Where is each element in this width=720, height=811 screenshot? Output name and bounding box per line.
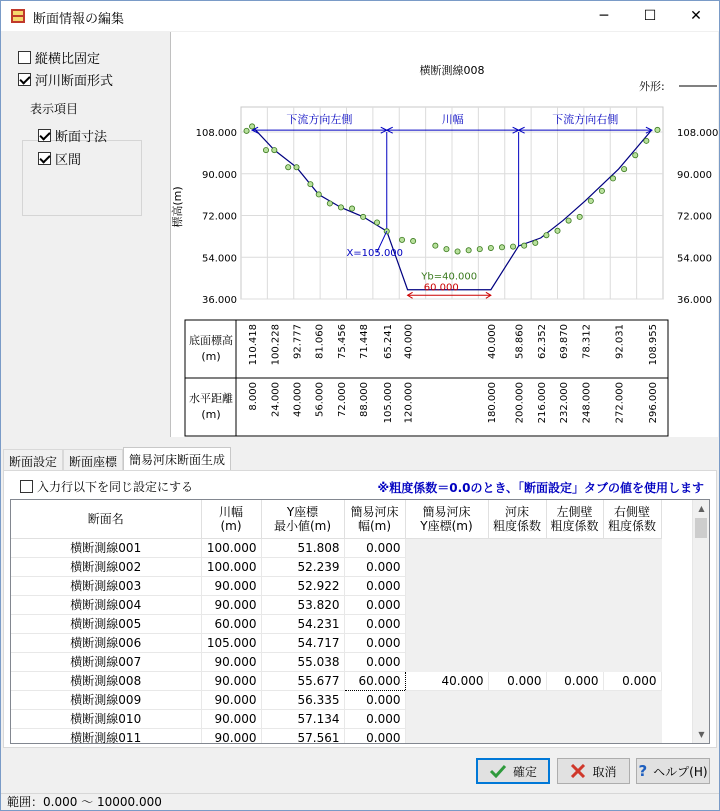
dist-value-label: 180.000 bbox=[486, 382, 498, 424]
value-cell[interactable] bbox=[488, 652, 546, 671]
elev-value-label: 58.860 bbox=[514, 324, 526, 359]
window-title: 断面情報の編集 bbox=[33, 12, 125, 27]
river-shape-label: 河川断面形式 bbox=[35, 74, 114, 89]
value-cell[interactable] bbox=[488, 557, 546, 576]
column-header-line: 河床 bbox=[504, 504, 529, 519]
value-cell[interactable]: 0.000 bbox=[344, 709, 405, 728]
value-cell[interactable] bbox=[488, 709, 546, 728]
elev-value-label: 78.312 bbox=[581, 324, 593, 359]
value-cell[interactable] bbox=[603, 652, 661, 671]
column-header-line: 左側壁 bbox=[556, 504, 593, 519]
section-name-cell: 横断測線003 bbox=[11, 576, 201, 595]
section-box[interactable] bbox=[38, 152, 51, 165]
column-header bbox=[546, 500, 603, 538]
value-cell: 57.561 bbox=[261, 728, 344, 744]
dist-value-label: 120.000 bbox=[403, 382, 415, 424]
value-cell[interactable] bbox=[488, 538, 546, 557]
survey-point-marker bbox=[286, 165, 291, 170]
value-cell: 90.000 bbox=[201, 671, 261, 690]
value-cell[interactable]: 0.000 bbox=[344, 557, 405, 576]
value-cell[interactable] bbox=[405, 652, 488, 671]
confirm-button[interactable] bbox=[476, 758, 550, 784]
value-cell: 51.808 bbox=[261, 538, 344, 557]
dist-value-label: 105.000 bbox=[382, 382, 394, 424]
column-header-line: 断面名 bbox=[87, 511, 124, 526]
survey-point-marker bbox=[599, 188, 604, 193]
minimize-button[interactable]: ─ bbox=[599, 8, 609, 24]
dist-value-label: 216.000 bbox=[536, 382, 548, 424]
elev-value-label: 62.352 bbox=[536, 324, 548, 359]
dist-value-label: 272.000 bbox=[614, 382, 626, 424]
column-header bbox=[201, 500, 261, 538]
elev-value-label: 92.777 bbox=[292, 324, 304, 359]
value-cell[interactable]: 0.000 bbox=[344, 690, 405, 709]
same-settings-box[interactable] bbox=[20, 480, 33, 493]
value-cell[interactable] bbox=[405, 557, 488, 576]
survey-point-marker bbox=[338, 205, 343, 210]
value-cell: 55.677 bbox=[261, 671, 344, 690]
value-cell: 100.000 bbox=[201, 557, 261, 576]
dims-checkbox[interactable] bbox=[38, 126, 107, 145]
yb-label: Yb=40.000 bbox=[421, 271, 478, 283]
value-cell: 90.000 bbox=[201, 652, 261, 671]
cancel-x-icon bbox=[570, 764, 586, 778]
survey-point-marker bbox=[610, 176, 615, 181]
survey-point-marker bbox=[466, 248, 471, 253]
value-cell[interactable] bbox=[603, 576, 661, 595]
dist-row-label: 水平距離 bbox=[189, 392, 233, 405]
column-header bbox=[603, 500, 661, 538]
survey-point-marker bbox=[263, 147, 268, 152]
outline-legend-label: 外形: bbox=[639, 80, 665, 93]
elev-value-label: 108.955 bbox=[647, 324, 659, 366]
survey-point-marker bbox=[577, 214, 582, 219]
section-label: 区間 bbox=[55, 153, 82, 168]
display-options-panel bbox=[4, 32, 170, 437]
roughness-note: ※粗度係数＝0.0のとき、「断面設定」タブの値を使用します bbox=[377, 481, 704, 495]
value-cell[interactable]: 0.000 bbox=[344, 538, 405, 557]
survey-point-marker bbox=[655, 127, 660, 132]
elev-row-unit: (m) bbox=[201, 350, 221, 363]
title-bar bbox=[1, 1, 719, 31]
column-header bbox=[344, 500, 405, 538]
value-cell[interactable] bbox=[546, 652, 603, 671]
value-cell: 54.231 bbox=[261, 614, 344, 633]
column-header bbox=[11, 500, 201, 538]
help-icon: ? bbox=[638, 762, 648, 780]
value-cell[interactable]: 0.000 bbox=[344, 614, 405, 633]
value-cell[interactable] bbox=[488, 728, 546, 744]
value-cell[interactable] bbox=[546, 690, 603, 709]
survey-point-marker bbox=[250, 124, 255, 129]
value-cell: 90.000 bbox=[201, 709, 261, 728]
elev-value-label: 40.000 bbox=[486, 324, 498, 359]
confirm-label: 確定 bbox=[512, 764, 537, 779]
section-name-cell: 横断測線008 bbox=[11, 671, 201, 690]
survey-point-marker bbox=[272, 147, 277, 152]
column-header-line: 幅(m) bbox=[357, 518, 392, 533]
survey-point-marker bbox=[644, 138, 649, 143]
y-tick-label-left: 72.000 bbox=[202, 211, 237, 223]
value-cell[interactable] bbox=[603, 538, 661, 557]
dist-value-label: 88.000 bbox=[359, 382, 371, 417]
survey-point-marker bbox=[477, 247, 482, 252]
column-header-line: 簡易河床 bbox=[422, 504, 471, 519]
elev-value-label: 92.031 bbox=[614, 324, 626, 359]
same-settings-checkbox[interactable] bbox=[20, 478, 193, 495]
section-name-cell: 横断測線002 bbox=[11, 557, 201, 576]
section-name-cell: 横断測線011 bbox=[11, 728, 201, 744]
value-cell: 56.335 bbox=[261, 690, 344, 709]
column-header bbox=[488, 500, 546, 538]
table-row[interactable] bbox=[11, 652, 661, 671]
elev-row-label: 底面標高 bbox=[189, 334, 233, 347]
column-header-line: 粗度係数 bbox=[607, 518, 656, 533]
y-tick-label-left: 108.000 bbox=[195, 128, 237, 139]
value-cell[interactable] bbox=[405, 690, 488, 709]
section-name-cell: 横断測線001 bbox=[11, 538, 201, 557]
survey-point-marker bbox=[399, 237, 404, 242]
value-cell[interactable]: 0.000 bbox=[603, 671, 661, 690]
column-header-line: Y座標(m) bbox=[420, 518, 473, 533]
dist-row-unit: (m) bbox=[201, 408, 221, 421]
survey-point-marker bbox=[349, 206, 354, 211]
dist-value-label: 8.000 bbox=[248, 382, 260, 411]
survey-point-marker bbox=[555, 228, 560, 233]
section-name-cell: 横断測線006 bbox=[11, 633, 201, 652]
zone-label: 川幅 bbox=[441, 113, 464, 127]
value-cell: 90.000 bbox=[201, 595, 261, 614]
value-cell[interactable]: 40.000 bbox=[405, 671, 488, 690]
value-cell: 90.000 bbox=[201, 576, 261, 595]
table-row[interactable] bbox=[11, 690, 661, 709]
dist-value-label: 24.000 bbox=[270, 382, 282, 417]
vertical-scrollbar[interactable] bbox=[692, 500, 709, 743]
survey-point-marker bbox=[374, 220, 379, 225]
value-cell[interactable] bbox=[546, 595, 603, 614]
y-tick-label-right: 72.000 bbox=[677, 211, 712, 223]
column-header-line: 粗度係数 bbox=[550, 518, 599, 533]
chart-title: 横断測線008 bbox=[419, 64, 485, 77]
dist-value-label: 200.000 bbox=[514, 382, 526, 424]
value-cell[interactable] bbox=[405, 633, 488, 652]
value-cell[interactable]: 0.000 bbox=[546, 671, 603, 690]
value-cell[interactable]: 0.000 bbox=[344, 633, 405, 652]
display-items-label: 表示項目 bbox=[30, 102, 79, 116]
column-header bbox=[261, 500, 344, 538]
value-cell[interactable] bbox=[405, 538, 488, 557]
table-row[interactable] bbox=[11, 576, 661, 595]
dist-value-label: 232.000 bbox=[559, 382, 571, 424]
value-cell[interactable] bbox=[405, 728, 488, 744]
value-cell[interactable] bbox=[546, 633, 603, 652]
value-cell[interactable] bbox=[488, 633, 546, 652]
survey-point-marker bbox=[488, 245, 493, 250]
survey-point-marker bbox=[316, 192, 321, 197]
elev-value-label: 71.448 bbox=[359, 324, 371, 359]
value-cell: 53.820 bbox=[261, 595, 344, 614]
table-header-row bbox=[11, 500, 661, 538]
survey-point-marker bbox=[533, 240, 538, 245]
survey-point-marker bbox=[633, 153, 638, 158]
column-header-line: 粗度係数 bbox=[492, 518, 541, 533]
value-cell: 57.134 bbox=[261, 709, 344, 728]
section-table bbox=[11, 500, 662, 744]
survey-point-marker bbox=[588, 198, 593, 203]
survey-point-marker bbox=[510, 244, 515, 249]
value-cell[interactable] bbox=[546, 728, 603, 744]
elev-value-label: 100.228 bbox=[270, 324, 282, 366]
section-data-grid[interactable] bbox=[10, 499, 710, 744]
survey-point-marker bbox=[455, 249, 460, 254]
section-name-cell: 横断測線010 bbox=[11, 709, 201, 728]
value-cell[interactable] bbox=[546, 614, 603, 633]
close-button[interactable]: ✕ bbox=[690, 8, 702, 24]
column-header-line: 最小値(m) bbox=[273, 518, 332, 533]
y-tick-label-right: 90.000 bbox=[677, 169, 712, 181]
value-cell[interactable]: 0.000 bbox=[344, 576, 405, 595]
survey-point-marker bbox=[361, 214, 366, 219]
cancel-button[interactable] bbox=[557, 758, 630, 784]
y-tick-label-left: 54.000 bbox=[202, 253, 237, 265]
value-cell: 60.000 bbox=[201, 614, 261, 633]
app-icon bbox=[10, 8, 26, 24]
tab-section-settings[interactable]: 断面設定 bbox=[3, 449, 63, 471]
column-header bbox=[405, 500, 488, 538]
value-cell[interactable] bbox=[603, 633, 661, 652]
value-cell[interactable] bbox=[405, 576, 488, 595]
dist-value-label: 248.000 bbox=[581, 382, 593, 424]
survey-point-marker bbox=[308, 182, 313, 187]
value-cell[interactable] bbox=[603, 595, 661, 614]
table-row[interactable] bbox=[11, 538, 661, 557]
survey-point-marker bbox=[544, 233, 549, 238]
table-row[interactable] bbox=[11, 557, 661, 576]
table-row[interactable] bbox=[11, 709, 661, 728]
fix-ratio-box[interactable] bbox=[18, 51, 31, 64]
value-cell[interactable] bbox=[546, 557, 603, 576]
elev-value-label: 110.418 bbox=[248, 324, 260, 366]
fix-ratio-checkbox[interactable] bbox=[18, 48, 100, 67]
value-cell[interactable] bbox=[546, 709, 603, 728]
help-button[interactable] bbox=[636, 758, 710, 784]
bed-width-label: 60.000 bbox=[423, 282, 459, 294]
value-cell[interactable] bbox=[405, 709, 488, 728]
maximize-button[interactable]: ☐ bbox=[643, 8, 657, 24]
table-row[interactable] bbox=[11, 614, 661, 633]
fix-ratio-label: 縦横比固定 bbox=[35, 52, 101, 67]
value-cell[interactable]: 0.000 bbox=[344, 652, 405, 671]
value-cell[interactable] bbox=[488, 576, 546, 595]
cross-section-chart bbox=[171, 32, 719, 437]
value-cell: 90.000 bbox=[201, 728, 261, 744]
value-cell: 55.038 bbox=[261, 652, 344, 671]
column-header-line: (m) bbox=[220, 518, 242, 533]
survey-point-marker bbox=[622, 167, 627, 172]
dist-value-label: 56.000 bbox=[314, 382, 326, 417]
value-cell: 105.000 bbox=[201, 633, 261, 652]
survey-point-marker bbox=[294, 165, 299, 170]
table-row[interactable] bbox=[11, 671, 661, 690]
survey-point-marker bbox=[327, 201, 332, 206]
y-axis-label: 標高(m) bbox=[171, 186, 184, 228]
scroll-up-arrow-icon[interactable]: ▲ bbox=[698, 504, 705, 513]
value-cell[interactable] bbox=[603, 614, 661, 633]
dims-label: 断面寸法 bbox=[55, 130, 108, 145]
elev-value-label: 81.060 bbox=[314, 324, 326, 359]
y-tick-label-left: 36.000 bbox=[202, 295, 237, 306]
zone-label: 下流方向左側 bbox=[286, 113, 353, 127]
value-cell[interactable]: 0.000 bbox=[344, 728, 405, 744]
x-marker-label: X=105.000 bbox=[346, 248, 404, 260]
survey-point-marker bbox=[433, 243, 438, 248]
table-row[interactable] bbox=[11, 595, 661, 614]
value-cell[interactable] bbox=[603, 690, 661, 709]
value-cell[interactable] bbox=[603, 728, 661, 744]
value-cell[interactable]: 60.000 bbox=[344, 671, 405, 690]
section-name-cell: 横断測線005 bbox=[11, 614, 201, 633]
value-cell[interactable] bbox=[546, 538, 603, 557]
value-cell: 52.239 bbox=[261, 557, 344, 576]
value-cell[interactable] bbox=[488, 690, 546, 709]
value-cell: 90.000 bbox=[201, 690, 261, 709]
column-header-line: Y座標 bbox=[286, 504, 319, 519]
elev-value-label: 40.000 bbox=[403, 324, 415, 359]
value-cell[interactable]: 0.000 bbox=[488, 671, 546, 690]
same-settings-label: 入力行以下を同じ設定にする bbox=[37, 480, 194, 494]
value-cell: 54.717 bbox=[261, 633, 344, 652]
status-bar: 範囲：0.000 〜 10000.000 bbox=[1, 793, 719, 810]
dist-value-label: 296.000 bbox=[647, 382, 659, 424]
y-tick-label-left: 90.000 bbox=[202, 169, 237, 181]
value-cell: 52.922 bbox=[261, 576, 344, 595]
cancel-label: 取消 bbox=[592, 764, 617, 779]
river-shape-box[interactable] bbox=[18, 73, 31, 86]
value-cell: 100.000 bbox=[201, 538, 261, 557]
simple-riverbed-tab-panel bbox=[3, 470, 717, 748]
help-label: ヘルプ(H) bbox=[653, 764, 708, 779]
value-cell[interactable] bbox=[603, 709, 661, 728]
table-row[interactable] bbox=[11, 633, 661, 652]
survey-point-marker bbox=[499, 245, 504, 250]
elev-value-label: 65.241 bbox=[382, 324, 394, 359]
dist-value-label: 72.000 bbox=[336, 382, 348, 417]
value-cell[interactable] bbox=[603, 557, 661, 576]
tab-section-coordinates[interactable]: 断面座標 bbox=[63, 449, 123, 471]
value-cell[interactable]: 0.000 bbox=[344, 595, 405, 614]
value-cell[interactable] bbox=[546, 576, 603, 595]
y-tick-label-right: 54.000 bbox=[677, 253, 712, 265]
table-row[interactable] bbox=[11, 728, 661, 744]
y-tick-label-right: 36.000 bbox=[677, 295, 712, 306]
column-header-line: 右側壁 bbox=[613, 504, 650, 519]
elev-value-label: 69.870 bbox=[559, 324, 571, 359]
survey-point-marker bbox=[244, 128, 249, 133]
tab-simple-riverbed[interactable]: 簡易河床断面生成 bbox=[123, 447, 231, 471]
section-name-cell: 横断測線009 bbox=[11, 690, 201, 709]
value-cell[interactable] bbox=[488, 595, 546, 614]
value-cell[interactable] bbox=[405, 614, 488, 633]
cross-section-chart-panel bbox=[170, 32, 718, 437]
section-name-cell: 横断測線007 bbox=[11, 652, 201, 671]
river-shape-checkbox[interactable] bbox=[18, 70, 113, 89]
zone-label: 下流方向右側 bbox=[552, 113, 619, 127]
check-icon bbox=[489, 764, 507, 778]
dims-box[interactable] bbox=[38, 129, 51, 142]
scroll-down-arrow-icon[interactable]: ▼ bbox=[698, 730, 705, 739]
column-header-line: 川幅 bbox=[218, 504, 243, 519]
y-tick-label-right: 108.000 bbox=[677, 128, 719, 139]
survey-point-marker bbox=[522, 243, 527, 248]
elev-value-label: 75.456 bbox=[336, 324, 348, 359]
section-name-cell: 横断測線004 bbox=[11, 595, 201, 614]
value-cell[interactable] bbox=[488, 614, 546, 633]
survey-point-marker bbox=[444, 247, 449, 252]
value-cell[interactable] bbox=[405, 595, 488, 614]
dist-value-label: 40.000 bbox=[292, 382, 304, 417]
section-checkbox[interactable] bbox=[38, 149, 81, 168]
survey-point-marker bbox=[411, 238, 416, 243]
survey-point-marker bbox=[566, 218, 571, 223]
column-header-line: 簡易河床 bbox=[350, 504, 399, 519]
scroll-thumb[interactable] bbox=[695, 518, 707, 538]
